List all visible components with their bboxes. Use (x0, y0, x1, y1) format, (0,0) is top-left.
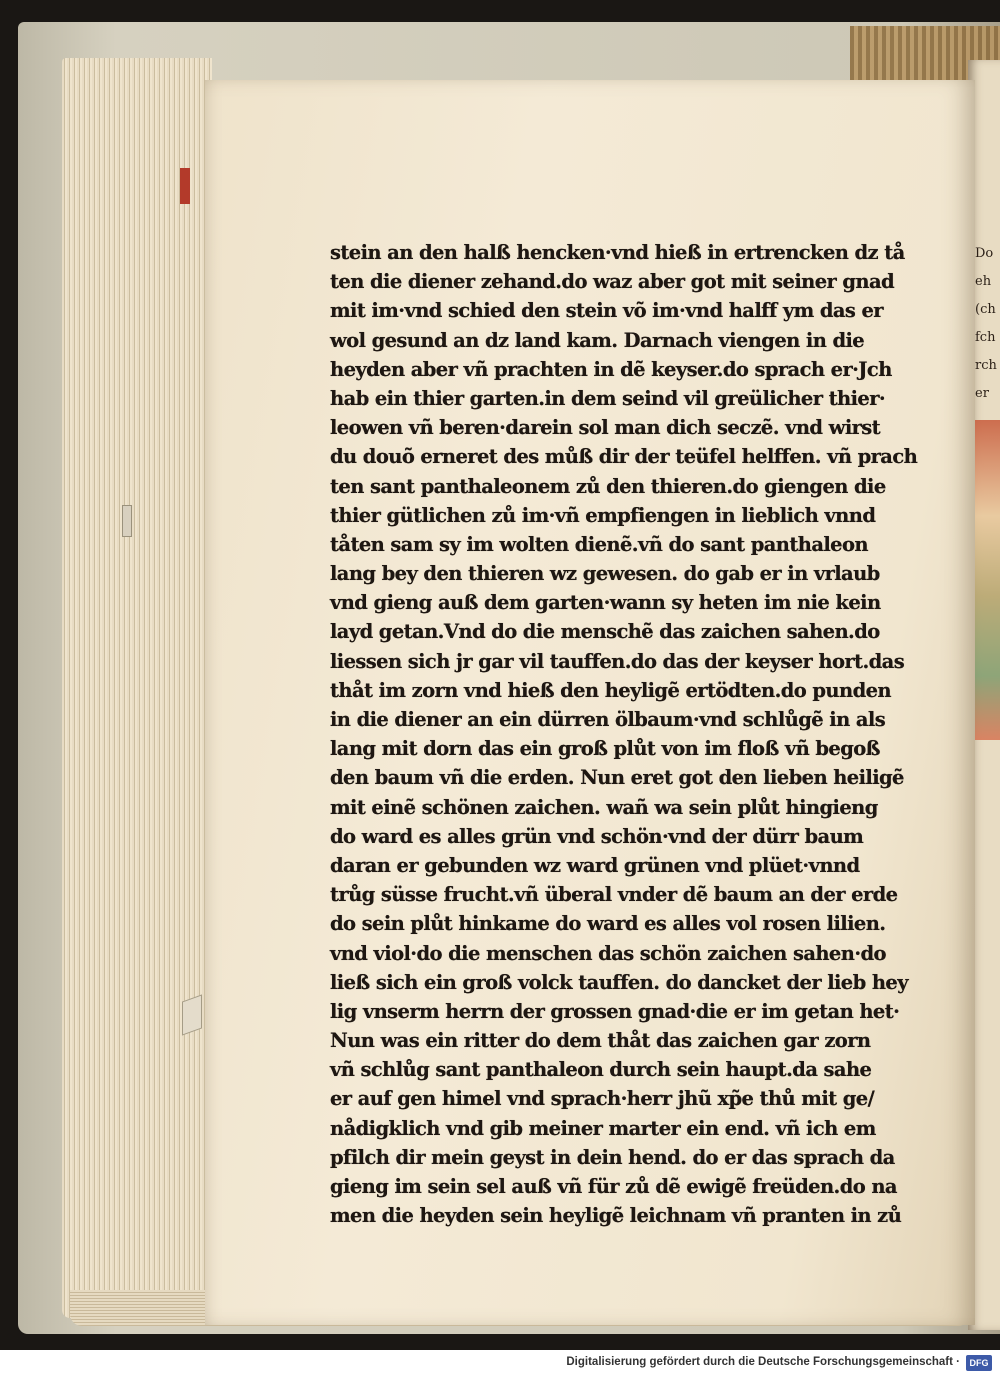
text-line: wol gesund an dz land kam. Darnach viengen in die (330, 328, 865, 352)
text-line: ten die diener zehand.do waz aber got mit seiner gnad (330, 270, 895, 294)
text-line: men die heyden sein heyligẽ leichnam vñ pranten in zů (330, 1204, 902, 1228)
text-line: vnd viol·do die menschen das schön zaichen sahen·do (330, 941, 886, 965)
text-line: pfilch dir mein geyst in dein hend. do er das sprach da (330, 1145, 895, 1169)
text-line: gieng im sein sel auß vñ für zů dẽ ewigẽ freüden.do na (330, 1175, 897, 1198)
bookmark-strip-lower (182, 994, 202, 1035)
text-line: lig vnserm herrn der grossen gnad·die er im getan het· (330, 999, 900, 1023)
facing-text-fragment: rch (975, 358, 997, 373)
text-line: leowen vñ beren·darein sol man dich seczẽ. vnd wirst (330, 416, 881, 440)
text-line: Nun was ein ritter do dem thåt das zaichen gar zorn (330, 1029, 871, 1053)
text-line: hab ein thier garten.in dem seind vil greülicher thier· (330, 386, 886, 410)
text-line: du douõ erneret des můß dir der teüfel helffen. vñ prach (330, 445, 918, 469)
dfg-logo: DFG (966, 1355, 992, 1371)
text-line: thåt im zorn vnd hieß den heyligẽ ertödten.do punden (330, 678, 892, 702)
text-line: liessen sich jr gar vil tauffen.do das der keyser hort.das (330, 649, 905, 673)
text-line: lang mit dorn das ein groß plůt von im floß vñ begoß (330, 737, 880, 761)
facing-text-fragment: fch (975, 330, 996, 345)
text-line: trůg süsse frucht.vñ überal vnder dẽ baum an der erde (330, 883, 898, 907)
facing-text-fragment: er (975, 386, 989, 401)
page-text-block (330, 238, 918, 1230)
footer-bar (0, 1350, 1000, 1377)
text-line: nådigklich vnd gib meiner marter ein end. vñ ich em (330, 1116, 876, 1140)
text-line: daran er gebunden wz ward grünen vnd plüet·vnnd (330, 853, 860, 877)
text-line: heyden aber vñ prachten in dẽ keyser.do sprach er·Jch (330, 357, 892, 381)
text-line: ließ sich ein groß volck tauffen. do dancket der lieb hey (330, 970, 908, 994)
text-line: do sein plůt hinkame do ward es alles vol rosen lilien. (330, 912, 886, 936)
text-line: vnd gieng auß dem garten·wann sy heten im nie kein (330, 591, 881, 615)
text-line: stein an den halß hencken·vnd hieß in ertrencken dz tå (330, 241, 905, 264)
facing-page-illustration (972, 420, 1000, 740)
text-line: thier gütlichen zů im·vñ empfiengen in lieblich vnnd (330, 503, 876, 527)
facing-text-fragment: eh (975, 274, 992, 289)
page-edges-left (62, 58, 212, 1318)
facing-text-fragment: (ch (975, 302, 996, 317)
text-line: lang bey den thieren wz gewesen. do gab er in vrlaub (330, 562, 880, 586)
bookmark-strip-upper (122, 505, 132, 537)
text-line: layd getan.Vnd do die menschẽ das zaichen sahen.do (330, 620, 880, 644)
text-line: do ward es alles grün vnd schön·vnd der dürr baum (330, 824, 864, 848)
text-line: mit einẽ schönen zaichen. wañ wa sein plůt hingieng (330, 795, 878, 819)
footer-credit: Digitalisierung gefördert durch die Deutsche Forschungsgemeinschaft · (566, 1356, 960, 1368)
text-line: in die diener an ein dürren ölbaum·vnd schlůgẽ in als (330, 708, 886, 731)
text-line: ten sant panthaleonem zů den thieren.do giengen die (330, 474, 886, 498)
text-line: mit im·vnd schied den stein võ im·vnd halff ym das er (330, 299, 883, 323)
facing-page-text (975, 240, 1000, 408)
red-page-marker (180, 168, 190, 204)
text-line: vñ schlůg sant panthaleon durch sein haupt.da sahe (330, 1058, 872, 1082)
text-line: er auf gen himel vnd sprach·herr jhũ xp̃e thů mit ge/ (330, 1087, 875, 1111)
text-line: den baum vñ die erden. Nun eret got den lieben heiligẽ (330, 766, 904, 790)
text-line: tåten sam sy im wolten dienẽ.vñ do sant panthaleon (330, 532, 868, 556)
facing-text-fragment: Do (975, 246, 994, 261)
